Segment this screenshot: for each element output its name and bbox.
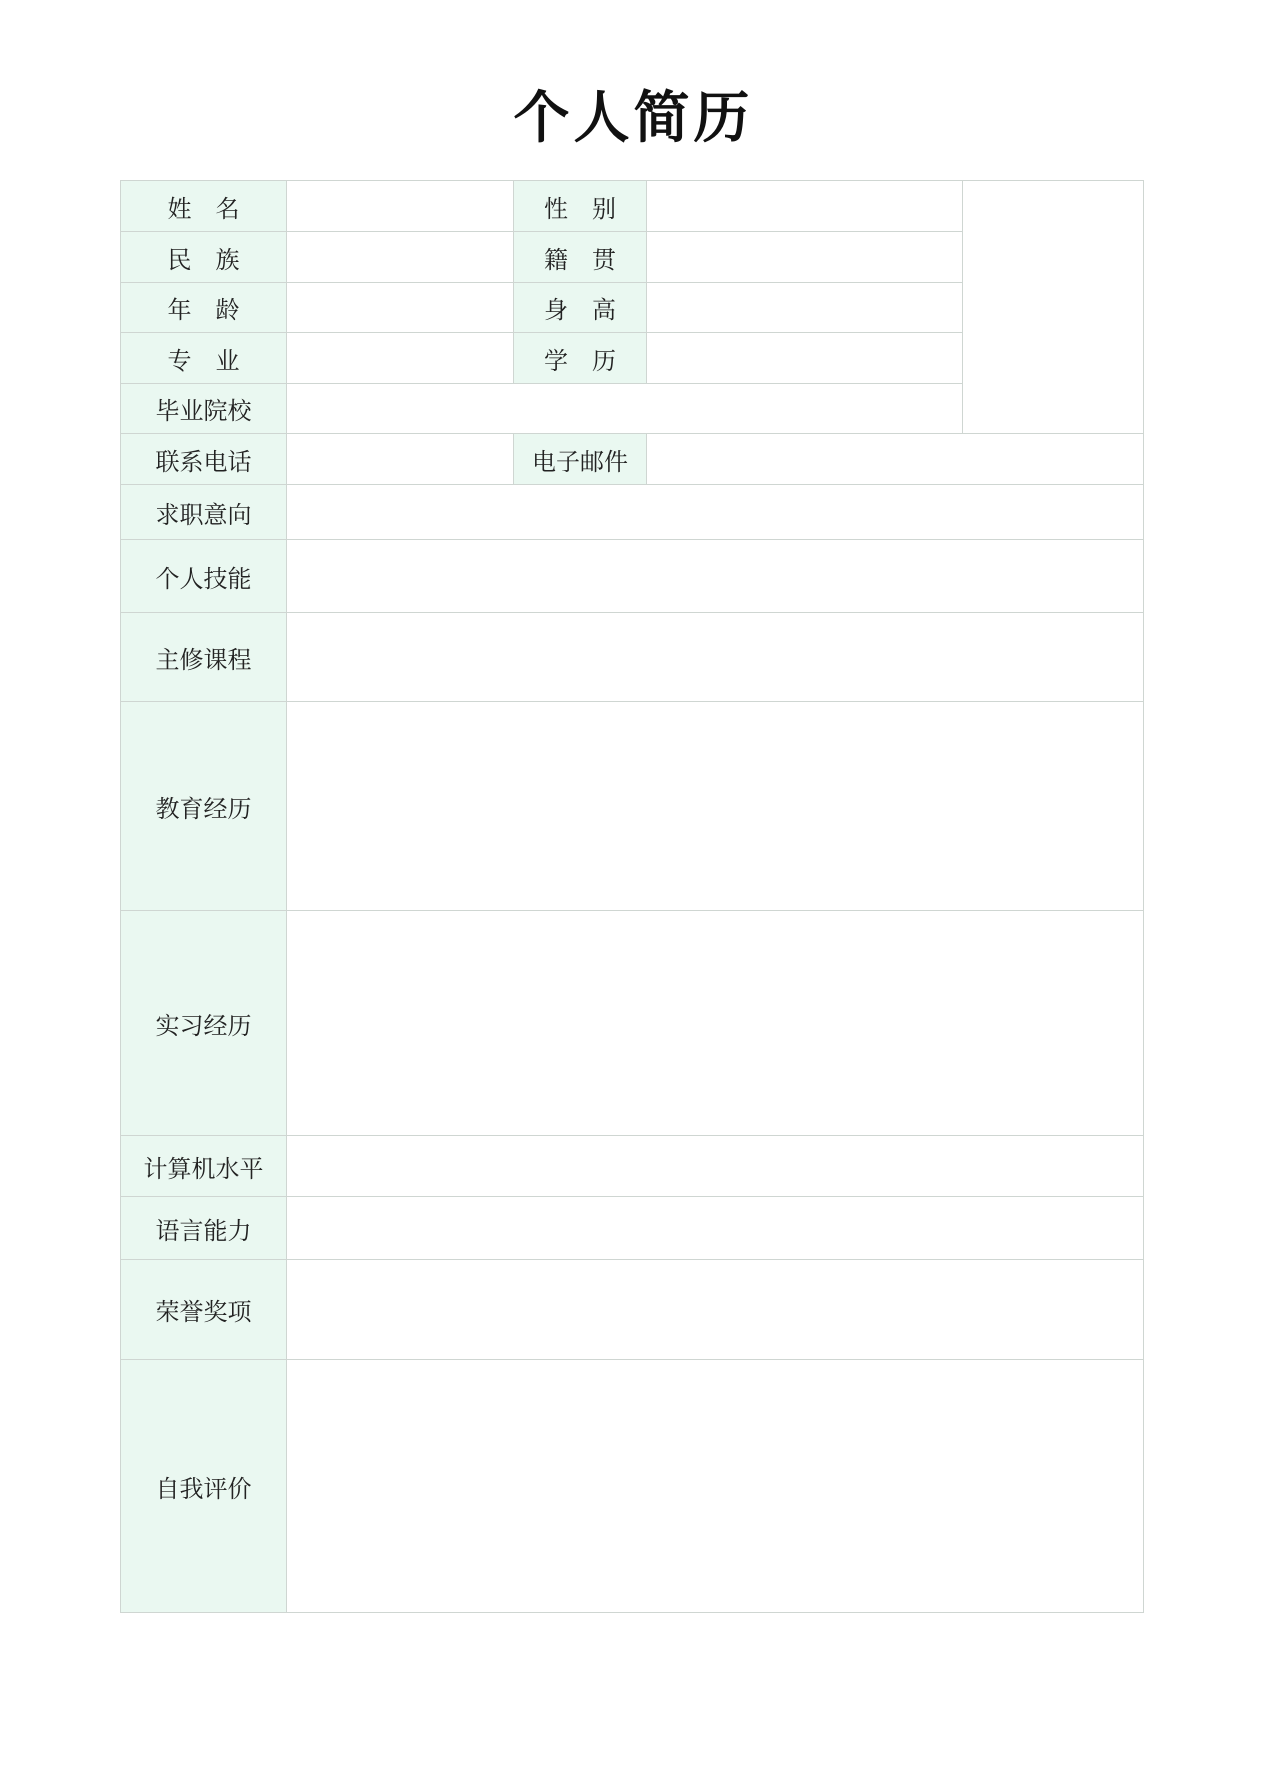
job-intention-label: 求职意向	[121, 485, 287, 540]
height-label: 身 高	[514, 283, 647, 333]
skills-field[interactable]	[287, 540, 1144, 613]
phone-label: 联系电话	[121, 434, 287, 485]
row-education	[121, 702, 1144, 911]
height-field[interactable]	[647, 283, 963, 333]
courses-field[interactable]	[287, 613, 1144, 702]
row-language	[121, 1197, 1144, 1260]
self-evaluation-field[interactable]	[287, 1360, 1144, 1613]
language-label: 语言能力	[121, 1197, 287, 1260]
name-field[interactable]	[287, 181, 514, 232]
school-label: 毕业院校	[121, 384, 287, 434]
row-name-gender	[121, 181, 1144, 232]
page-title: 个人简历	[513, 85, 754, 151]
email-label: 电子邮件	[514, 434, 647, 485]
row-job-intention	[121, 485, 1144, 540]
major-label: 专 业	[121, 333, 287, 384]
email-field[interactable]	[647, 434, 1144, 485]
age-label: 年 龄	[121, 283, 287, 333]
row-phone-email	[121, 434, 1144, 485]
age-field[interactable]	[287, 283, 514, 333]
gender-field[interactable]	[647, 181, 963, 232]
row-honors	[121, 1260, 1144, 1360]
hometown-field[interactable]	[647, 232, 963, 283]
computer-level-field[interactable]	[287, 1136, 1144, 1197]
ethnicity-field[interactable]	[287, 232, 514, 283]
internship-label: 实习经历	[121, 911, 287, 1136]
row-computer-level	[121, 1136, 1144, 1197]
row-internship	[121, 911, 1144, 1136]
row-self-evaluation	[121, 1360, 1144, 1613]
honors-label: 荣誉奖项	[121, 1260, 287, 1360]
photo-cell[interactable]	[963, 181, 1144, 434]
school-field[interactable]	[287, 384, 963, 434]
computer-level-label: 计算机水平	[121, 1136, 287, 1197]
education-field[interactable]	[287, 702, 1144, 911]
job-intention-field[interactable]	[287, 485, 1144, 540]
resume-table	[120, 180, 1144, 1613]
internship-field[interactable]	[287, 911, 1144, 1136]
gender-label: 性 别	[514, 181, 647, 232]
major-field[interactable]	[287, 333, 514, 384]
courses-label: 主修课程	[121, 613, 287, 702]
ethnicity-label: 民 族	[121, 232, 287, 283]
hometown-label: 籍 贯	[514, 232, 647, 283]
degree-label: 学 历	[514, 333, 647, 384]
skills-label: 个人技能	[121, 540, 287, 613]
education-label: 教育经历	[121, 702, 287, 911]
row-courses	[121, 613, 1144, 702]
degree-field[interactable]	[647, 333, 963, 384]
honors-field[interactable]	[287, 1260, 1144, 1360]
language-field[interactable]	[287, 1197, 1144, 1260]
phone-field[interactable]	[287, 434, 514, 485]
self-evaluation-label: 自我评价	[121, 1360, 287, 1613]
name-label: 姓 名	[121, 181, 287, 232]
row-skills	[121, 540, 1144, 613]
